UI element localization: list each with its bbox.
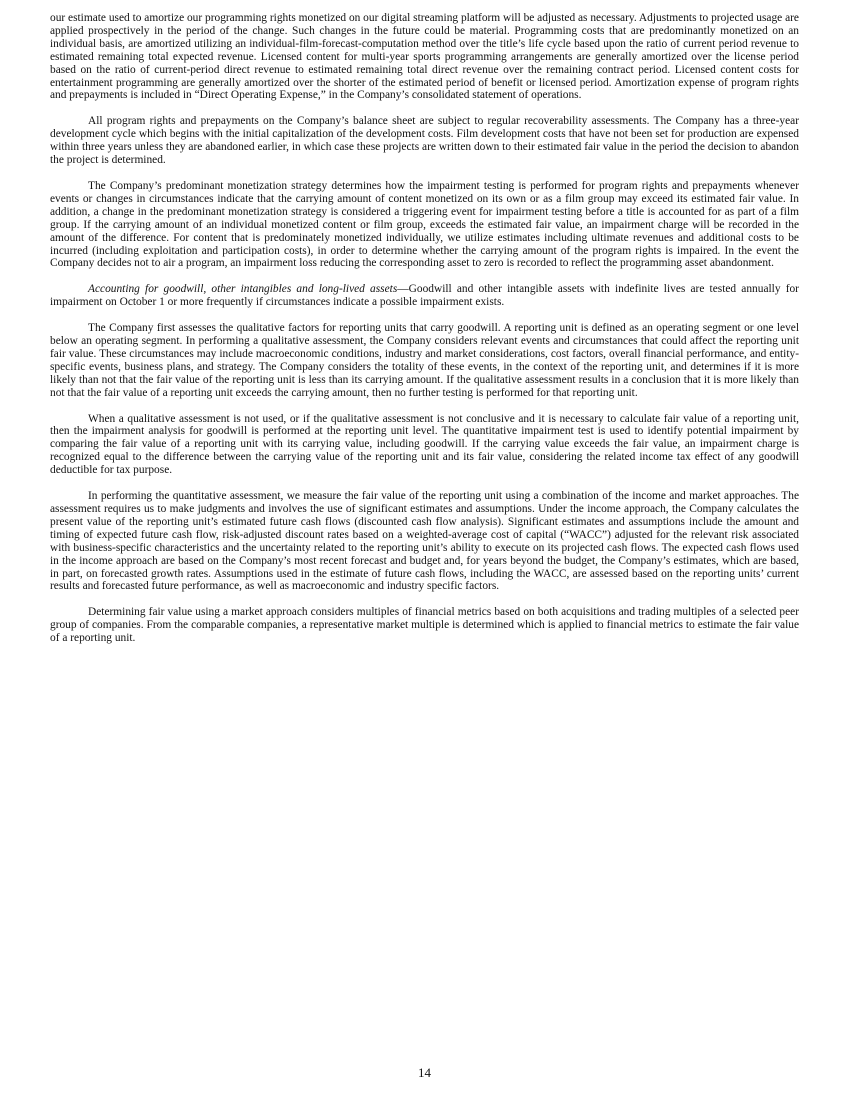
document-page [50, 12, 799, 658]
section-lead-heading: Accounting for goodwill, other intangibles and long-lived assets [88, 283, 398, 296]
paragraph-qualitative-assessment: The Company first assesses the qualitative factors for reporting units that carry goodwill. A reporting unit is defined as an operating segment or one level below an operating segment. In performing a qualitative assessment, the Company considers relevant events and circumstances that could affect the reporting unit fair value. These circumstances may include macroeconomic conditions, industry and market considerations, cost factors, overall financial performance, and entity-specific events, business plans, and strategy. The Company considers the totality of these events, in the context of the reporting unit, and determines if it is more likely than not that the fair value of the reporting unit is less than its carrying amount. If the qualitative assessment results in a conclusion that it is more likely than not that the fair value of a reporting unit exceeds the carrying amount, then no further testing is performed for that reporting unit. [50, 322, 799, 399]
paragraph-income-approach: In performing the quantitative assessment, we measure the fair value of the reporting unit using a combination of the income and market approaches. The assessment requires us to make judgments and involves the use of significant estimates and assumptions. Under the income approach, the Company calculates the present value of the reporting unit’s estimated future cash flows (discounted cash flow analysis). Significant estimates and assumptions include the amount and timing of expected future cash flow, risk-adjusted discount rates based on a weighted-average cost of capital (“WACC”) adjusted for the relevant risk associated with business-specific characteristics and the uncertainty related to the reporting unit’s ability to execute on its projected cash flows. The expected cash flows used in the income approach are based on the Company’s most recent forecast and budget and, for years beyond the budget, the Company’s estimates, which are based, in part, on forecasted growth rates. Assumptions used in the estimate of future cash flows, including the WACC, are assessed based on the reporting units’ current results and forecasted future performance, as well as macroeconomic and industry specific factors. [50, 490, 799, 593]
paragraph-goodwill-intro [50, 283, 799, 309]
paragraph-monetization-strategy: The Company’s predominant monetization strategy determines how the impairment testing is performed for program rights and prepayments whenever events or changes in circumstances indicate that the carrying amount of content monetized on its own or as a film group may exceed its estimated fair value. In addition, a change in the predominant monetization strategy is considered a triggering event for impairment testing before a title is accounted for as part of a film group. If the carrying amount of an individual monetized content or film group, exceeds the estimated fair value, an impairment charge will be recorded in the amount of the difference. For content that is predominately monetized individually, we utilize estimates including ultimate revenues and additional costs to be incurred (including exploitation and participation costs), in order to determine whether the carrying amount of the program rights is impaired. In the event the Company decides not to air a program, an impairment loss reducing the corresponding asset to zero is recorded to reflect the programming asset abandonment. [50, 179, 799, 270]
paragraph-recoverability-assessments: All program rights and prepayments on the Company’s balance sheet are subject to regular recoverability assessments. The Company has a three-year development cycle which begins with the initial capitalization of the development costs. Film development costs that have not been set for production are expensed within three years unless they are abandoned earlier, in which case these projects are written down to their estimated fair value in the period the decision to abandon the project is determined. [50, 115, 799, 167]
paragraph-market-approach: Determining fair value using a market approach considers multiples of financial metrics based on both acquisitions and trading multiples of a selected peer group of companies. From the comparable companies, a representative market multiple is determined which is applied to financial metrics to estimate the fair value of a reporting unit. [50, 606, 799, 645]
paragraph-amortization-continued: our estimate used to amortize our programming rights monetized on our digital streaming platform will be adjusted as necessary. Adjustments to projected usage are applied prospectively in the period of the change. Such changes in the future could be material. Programming costs that are predominantly monetized on an individual basis, are amortized utilizing an individual-film-forecast-computation method over the title’s life cycle based upon the ratio of current period revenue to estimated remaining total expected revenue. Licensed content for multi-year sports programming arrangements are generally amortized over the license period based on the ratio of current-period direct revenue to estimated remaining total direct revenue over the remaining contract period. Licensed content costs for entertainment programming are generally amortized over the shorter of the estimated period of benefit or licensed period. Amortization expense of program rights and prepayments is included in “Direct Operating Expense,” in the Company’s consolidated statement of operations. [50, 12, 799, 102]
page-number: 14 [418, 1065, 431, 1080]
paragraph-quantitative-test: When a qualitative assessment is not used, or if the qualitative assessment is not conclusive and it is necessary to calculate fair value of a reporting unit, then the impairment analysis for goodwill is performed at the reporting unit level. The quantitative impairment test is used to identify potential impairment by comparing the fair value of a reporting unit with its carrying value, including goodwill. If the carrying value exceeds the fair value, an impairment charge is recognized equal to the difference between the carrying value of the reporting unit and its fair value, considering the related income tax effect of any goodwill deductible for tax purpose. [50, 412, 799, 477]
section-lead-text: —Goodwill and other intangible assets with indefinite lives are tested annually for impairment on October 1 or more frequently if circumstances indicate a possible impairment exists. [50, 283, 799, 309]
